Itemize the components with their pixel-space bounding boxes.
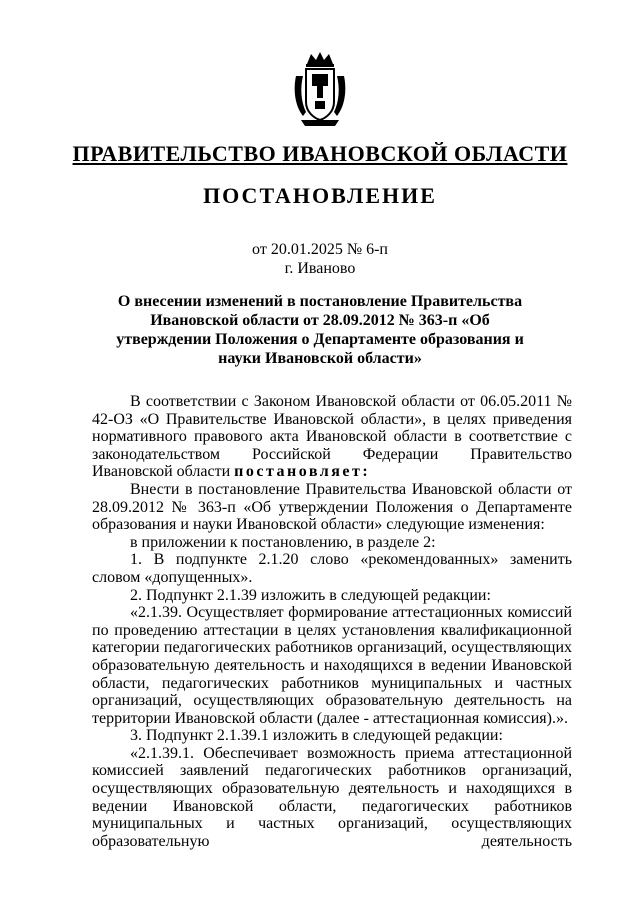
document-type: ПОСТАНОВЛЕНИЕ bbox=[203, 183, 437, 208]
paragraph-5: «2.1.39. Осуществляет формирование аттестационных комиссий по проведению аттестации в целях установления квалификационной категории педагогических работников организаций, осуществляющих образовательную деятельность и находящихся в ведении Ивановской области, педагогических работников муниципальных и частных организаций, осуществляющих образовательную деятельность на территории Ивановской области (далее - аттестационная комиссия).». bbox=[92, 604, 572, 727]
paragraph-7: «2.1.39.1. Обеспечивает возможность приема аттестационной комиссией заявлений педагогических работников организаций, осуществляющих образовательную деятельность и находящихся в ведении Ивановской области, педагогических работников муниципальных и частных организаций, осуществляющих образовательную деятельность bbox=[92, 744, 572, 850]
decree-word: постановляет: bbox=[234, 463, 371, 481]
preamble-text: В соответствии с Законом Ивановской области от 06.05.2011 № 42-ОЗ «О Правительстве Ивановской области», в целях приведения нормативного правового акта Ивановской области в соответствие с законодательством Российской Федерации Правительство Ивановской области bbox=[92, 393, 572, 481]
paragraph-1: Внести в постановление Правительства Ивановской области от 28.09.2012 № 363-п «Об утверждении Положения о Департаменте образования и науки Ивановской области» следующие изменения: bbox=[92, 480, 572, 534]
city: г. Иваново bbox=[284, 260, 356, 277]
paragraph-4: 2. Подпункт 2.1.39 изложить в следующей редакции: bbox=[130, 586, 491, 604]
document-title: О внесении изменений в постановление Правительства Ивановской области от 28.09.2012 № 363-п «Об утверждении Положения о Департаменте образования и науки Ивановской области» bbox=[116, 293, 524, 367]
paragraph-6: 3. Подпункт 2.1.39.1 изложить в следующей редакции: bbox=[130, 727, 503, 745]
paragraph-2: в приложении к постановлению, в разделе 2: bbox=[130, 533, 436, 551]
paragraph-3: 1. В подпункте 2.1.20 слово «рекомендованных» заменить словом «допущенных». bbox=[92, 551, 572, 586]
date-and-number: от 20.01.2025 № 6-п bbox=[252, 241, 388, 258]
coat-of-arms-emblem bbox=[293, 50, 347, 128]
document-body bbox=[92, 393, 572, 850]
preamble-paragraph bbox=[92, 393, 572, 481]
organization-name: ПРАВИТЕЛЬСТВО ИВАНОВСКОЙ ОБЛАСТИ bbox=[72, 141, 568, 166]
